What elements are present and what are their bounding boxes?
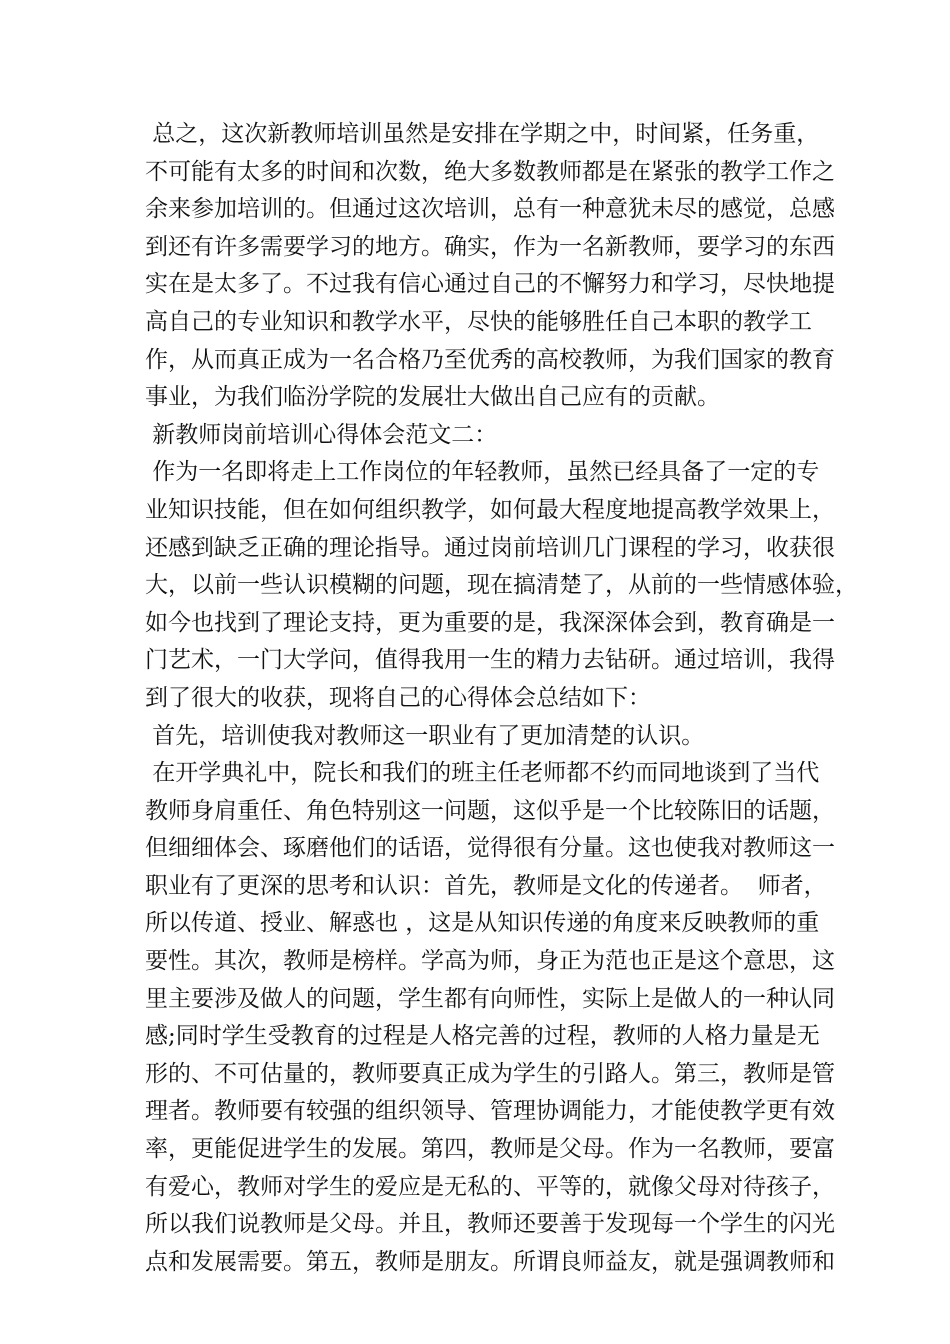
text-line: 教师身肩重任、角色特别这一问题，这似乎是一个比较陈旧的话题， (145, 797, 835, 824)
text-line: 高自己的专业知识和教学水平，尽快的能够胜任自己本职的教学工 (145, 308, 812, 335)
text-line: 业知识技能，但在如何组织教学，如何最大程度地提高教学效果上， (145, 496, 835, 523)
text-line: 总之，这次新教师培训虽然是安排在学期之中，时间紧，任务重， (145, 121, 820, 147)
text-line: 感;同时学生受教育的过程是人格完善的过程，教师的人格力量是无 (145, 1023, 820, 1050)
text-line: 首先，培训使我对教师这一职业有了更加清楚的认识。 (145, 722, 705, 749)
text-line: 还感到缺乏正确的理论指导。通过岗前培训几门课程的学习，收获很 (145, 534, 835, 561)
text-line: 事业，为我们临汾学院的发展壮大做出自己应有的贡献。 (145, 384, 720, 411)
text-line: 大，以前一些认识模糊的问题，现在搞清楚了，从前的一些情感体验， (145, 572, 858, 599)
text-line: 实在是太多了。不过我有信心通过自己的不懈努力和学习，尽快地提 (145, 271, 835, 298)
text-line: 作为一名即将走上工作岗位的年轻教师，虽然已经具备了一定的专 (145, 459, 820, 486)
text-line: 作，从而真正成为一名合格乃至优秀的高校教师，为我们国家的教育 (145, 346, 835, 373)
text-line: 形的、不可估量的，教师要真正成为学生的引路人。第三，教师是管 (145, 1060, 835, 1087)
text-line: 不可能有太多的时间和次数，绝大多数教师都是在紧张的教学工作之 (145, 158, 835, 185)
text-line: 到还有许多需要学习的地方。确实，作为一名新教师，要学习的东西 (145, 233, 835, 260)
text-line: 理者。教师要有较强的组织领导、管理协调能力，才能使教学更有效 (145, 1098, 835, 1125)
text-line: 余来参加培训的。但通过这次培训，总有一种意犹未尽的感觉，总感 (145, 196, 835, 223)
text-line: 率，更能促进学生的发展。第四，教师是父母。作为一名教师，要富 (145, 1136, 835, 1163)
text-line: 到了很大的收获，现将自己的心得体会总结如下： (145, 684, 651, 711)
text-line: 所以我们说教师是父母。并且，教师还要善于发现每一个学生的闪光 (145, 1211, 835, 1238)
text-line: 职业有了更深的思考和认识：首先，教师是文化的传递者。 师者， (145, 872, 827, 899)
text-line: 所以传道、授业、解惑也 ，这是从知识传递的角度来反映教师的重 (145, 910, 820, 937)
text-line: 门艺术，一门大学问，值得我用一生的精力去钻研。通过培训，我得 (145, 647, 835, 674)
text-line: 里主要涉及做人的问题，学生都有向师性，实际上是做人的一种认同 (145, 985, 835, 1012)
section-heading: 新教师岗前培训心得体会范文二： (145, 421, 498, 448)
text-line: 有爱心，教师对学生的爱应是无私的、平等的，就像父母对待孩子， (145, 1173, 835, 1200)
body-text (145, 116, 858, 1281)
text-line: 如今也找到了理论支持，更为重要的是，我深深体会到，教育确是一 (145, 609, 835, 636)
text-line: 但细细体会、琢磨他们的话语，觉得很有分量。这也使我对教师这一 (145, 835, 835, 862)
text-line: 要性。其次，教师是榜样。学高为师，身正为范也正是这个意思，这 (145, 948, 835, 975)
text-line: 在开学典礼中，院长和我们的班主任老师都不约而同地谈到了当代 (145, 760, 820, 787)
text-line: 点和发展需要。第五，教师是朋友。所谓良师益友，就是强调教师和 (145, 1248, 835, 1275)
